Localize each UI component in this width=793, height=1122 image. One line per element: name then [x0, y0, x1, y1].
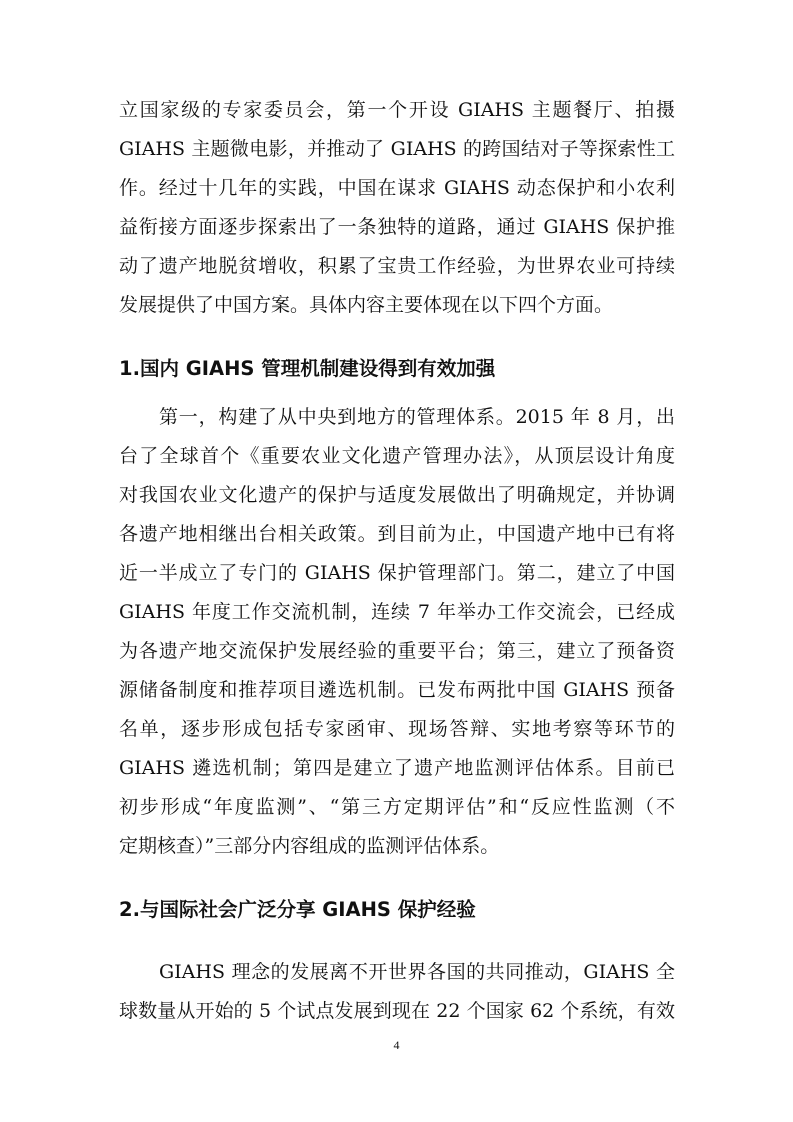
section-2-line: GIAHS 理念的发展离不开世界各国的共同推动，GIAHS 全	[159, 961, 675, 983]
section-1-line: 名单，逐步形成包括专家函审、现场答辩、实地考察等环节的	[119, 718, 675, 740]
intro-line: 发展提供了中国方案。具体内容主要体现在以下四个方面。	[119, 294, 614, 316]
section-1-line: 为各遗产地交流保护发展经验的重要平台；第三，建立了预备资	[119, 640, 675, 662]
intro-line: 作。经过十几年的实践，中国在谋求 GIAHS 动态保护和小农利	[119, 177, 675, 199]
section-1-heading: 1.国内 GIAHS 管理机制建设得到有效加强	[119, 357, 496, 380]
section-1-line: GIAHS 遴选机制；第四是建立了遗产地监测评估体系。目前已	[119, 757, 675, 779]
section-1-line: 对我国农业文化遗产的保护与适度发展做出了明确规定，并协调	[119, 484, 675, 506]
section-1-line: 第一，构建了从中央到地方的管理体系。2015 年 8 月，出	[159, 406, 675, 428]
section-1-line: GIAHS 年度工作交流机制，连续 7 年举办工作交流会，已经成	[119, 601, 675, 623]
section-1-line: 各遗产地相继出台相关政策。到目前为止，中国遗产地中已有将	[119, 523, 675, 545]
section-1-line: 源储备制度和推荐项目遴选机制。已发布两批中国 GIAHS 预备	[119, 679, 675, 701]
intro-line: 立国家级的专家委员会，第一个开设 GIAHS 主题餐厅、拍摄	[119, 99, 675, 121]
section-2-line: 球数量从开始的 5 个试点发展到现在 22 个国家 62 个系统，有效	[119, 1000, 675, 1022]
section-2-heading: 2.与国际社会广泛分享 GIAHS 保护经验	[119, 898, 476, 921]
section-1-line: 定期核查）”三部分内容组成的监测评估体系。	[119, 835, 500, 857]
section-1-line: 近一半成立了专门的 GIAHS 保护管理部门。第二，建立了中国	[119, 562, 675, 584]
page-number: 4	[393, 1038, 400, 1052]
section-1-line: 初步形成“年度监测”、“第三方定期评估”和“反应性监测（不	[119, 796, 675, 818]
intro-line: 益衔接方面逐步探索出了一条独特的道路，通过 GIAHS 保护推	[119, 216, 675, 238]
intro-line: GIAHS 主题微电影，并推动了 GIAHS 的跨国结对子等探索性工	[119, 138, 675, 160]
intro-line: 动了遗产地脱贫增收，积累了宝贵工作经验，为世界农业可持续	[119, 255, 675, 277]
section-1-line: 台了全球首个《重要农业文化遗产管理办法》，从顶层设计角度	[119, 445, 675, 467]
